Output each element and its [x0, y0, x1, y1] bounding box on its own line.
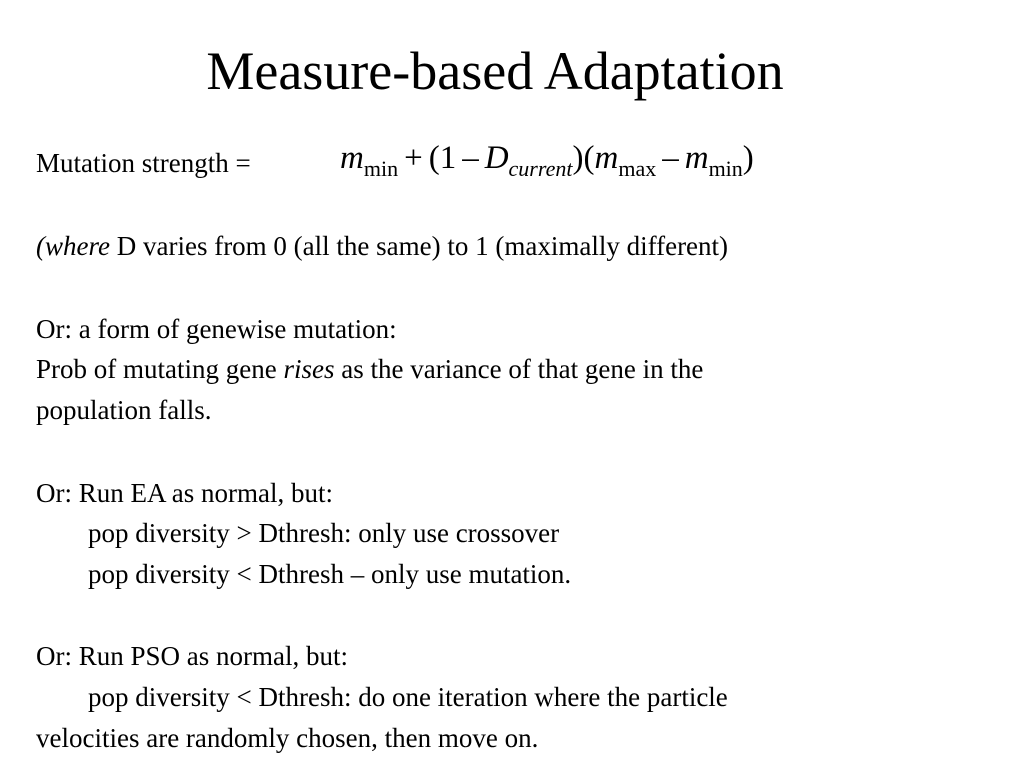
- formula-sub-min: min: [363, 156, 399, 181]
- formula-m: m: [340, 140, 364, 176]
- formula-minus: –: [462, 140, 479, 176]
- where-rest: D varies from 0 (all the same) to 1 (maximally different): [109, 231, 729, 261]
- or-genewise-line: Or: a form of genewise mutation:: [36, 314, 397, 344]
- formula-minus-2: –: [662, 140, 679, 176]
- formula-sub-min-2: min: [708, 156, 743, 181]
- formula-sub-current: current: [508, 156, 573, 181]
- formula-d: D: [484, 140, 509, 176]
- prob-mutating-line: [36, 352, 703, 386]
- mutation-strength-label: Mutation strength =: [36, 148, 251, 178]
- pso-line-2: velocities are randomly chosen, then move on.: [36, 723, 539, 753]
- or-ea-line: Or: Run EA as normal, but:: [36, 478, 333, 508]
- ea-crossover-line: pop diversity > Dthresh: only use crossover: [88, 518, 560, 548]
- formula-close: ): [742, 140, 754, 176]
- where-italic: (where: [36, 231, 110, 261]
- formula-m-min: m: [684, 140, 709, 176]
- formula-close-open: )(: [572, 140, 595, 176]
- prob-part-1: Prob of mutating gene: [36, 354, 284, 384]
- formula-open: (1: [428, 140, 457, 176]
- formula-plus: +: [404, 140, 423, 176]
- or-pso-line: Or: Run PSO as normal, but:: [36, 641, 349, 671]
- pso-line-1: pop diversity < Dthresh: do one iteration where the particle: [88, 682, 728, 712]
- mutation-strength-formula: [340, 136, 754, 183]
- where-note: [36, 229, 728, 263]
- formula-m-max: m: [594, 140, 619, 176]
- prob-rises: rises: [283, 354, 335, 384]
- ea-mutation-line: pop diversity < Dthresh – only use mutation.: [88, 559, 572, 589]
- slide-title: Measure-based Adaptation: [206, 41, 784, 101]
- population-falls-line: population falls.: [36, 395, 212, 425]
- prob-part-2: as the variance of that gene in the: [334, 354, 704, 384]
- formula-sub-max: max: [618, 156, 657, 181]
